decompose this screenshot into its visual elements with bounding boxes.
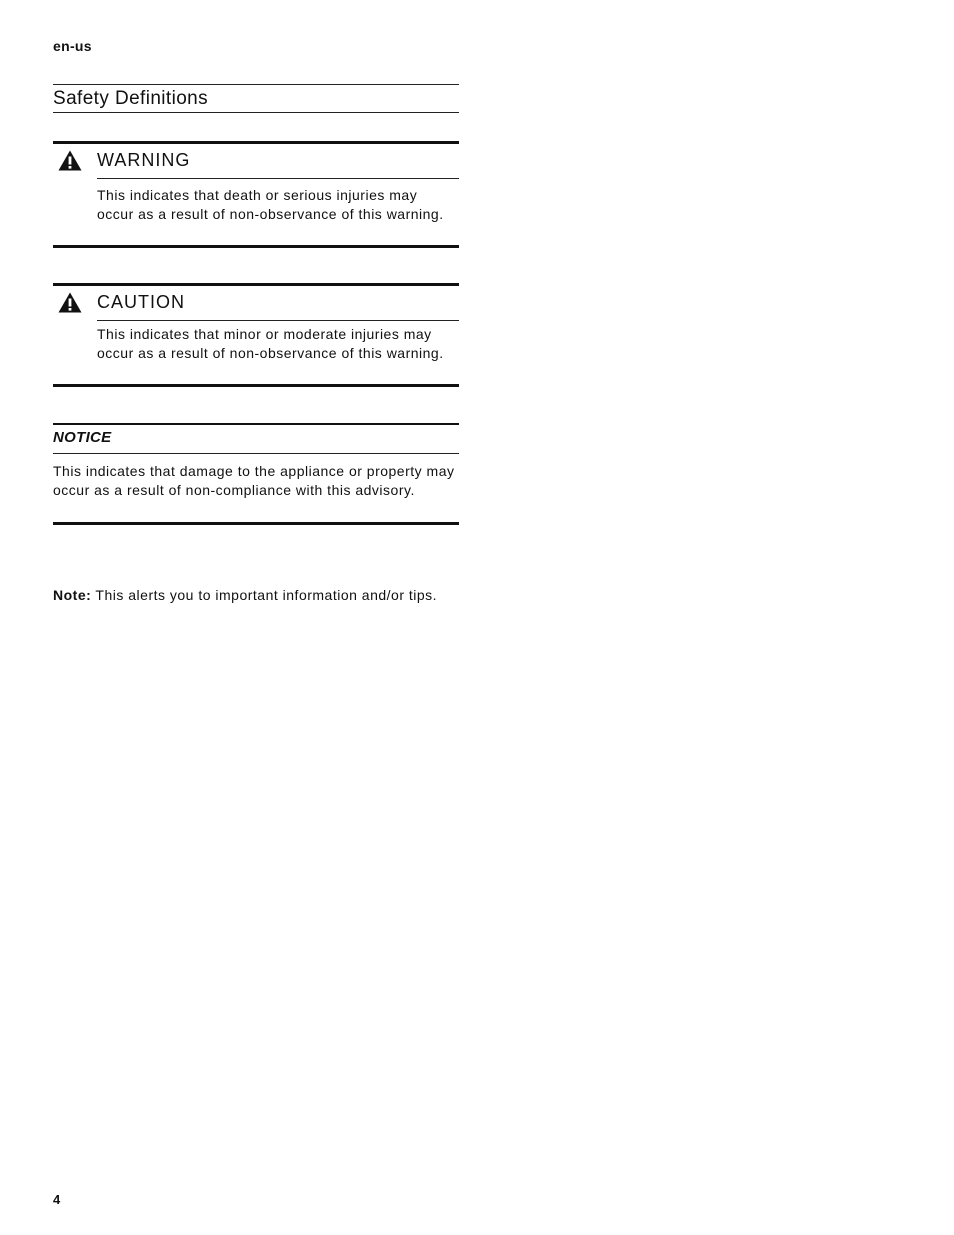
note-paragraph: [53, 586, 453, 605]
warning-triangle-icon: [58, 292, 82, 313]
note-text: This alerts you to important information and/or tips.: [95, 587, 438, 603]
warning-text: This indicates that death or serious injuries may occur as a result of non-observance of this warning.: [97, 187, 444, 222]
section-title-block: [53, 84, 459, 113]
caution-box: [53, 283, 459, 387]
notice-box: [53, 423, 459, 525]
notice-header: [53, 425, 459, 454]
caution-text: This indicates that minor or moderate injuries may occur as a result of non-observance of this warning.: [97, 326, 444, 361]
caution-label: CAUTION: [97, 292, 185, 312]
page-number: 4: [53, 1192, 61, 1207]
page-title: Safety Definitions: [53, 88, 209, 109]
warning-label: WARNING: [97, 150, 191, 170]
warning-triangle-icon: [58, 150, 82, 171]
caution-header: [97, 286, 459, 321]
warning-box: [53, 141, 459, 248]
note-label: Note:: [53, 587, 92, 603]
notice-label: NOTICE: [53, 429, 112, 446]
warning-header: [97, 144, 459, 179]
language-code: en-us: [53, 38, 92, 54]
notice-text: This indicates that damage to the appliance or property may occur as a result of non-compliance with this advisory.: [53, 463, 455, 498]
